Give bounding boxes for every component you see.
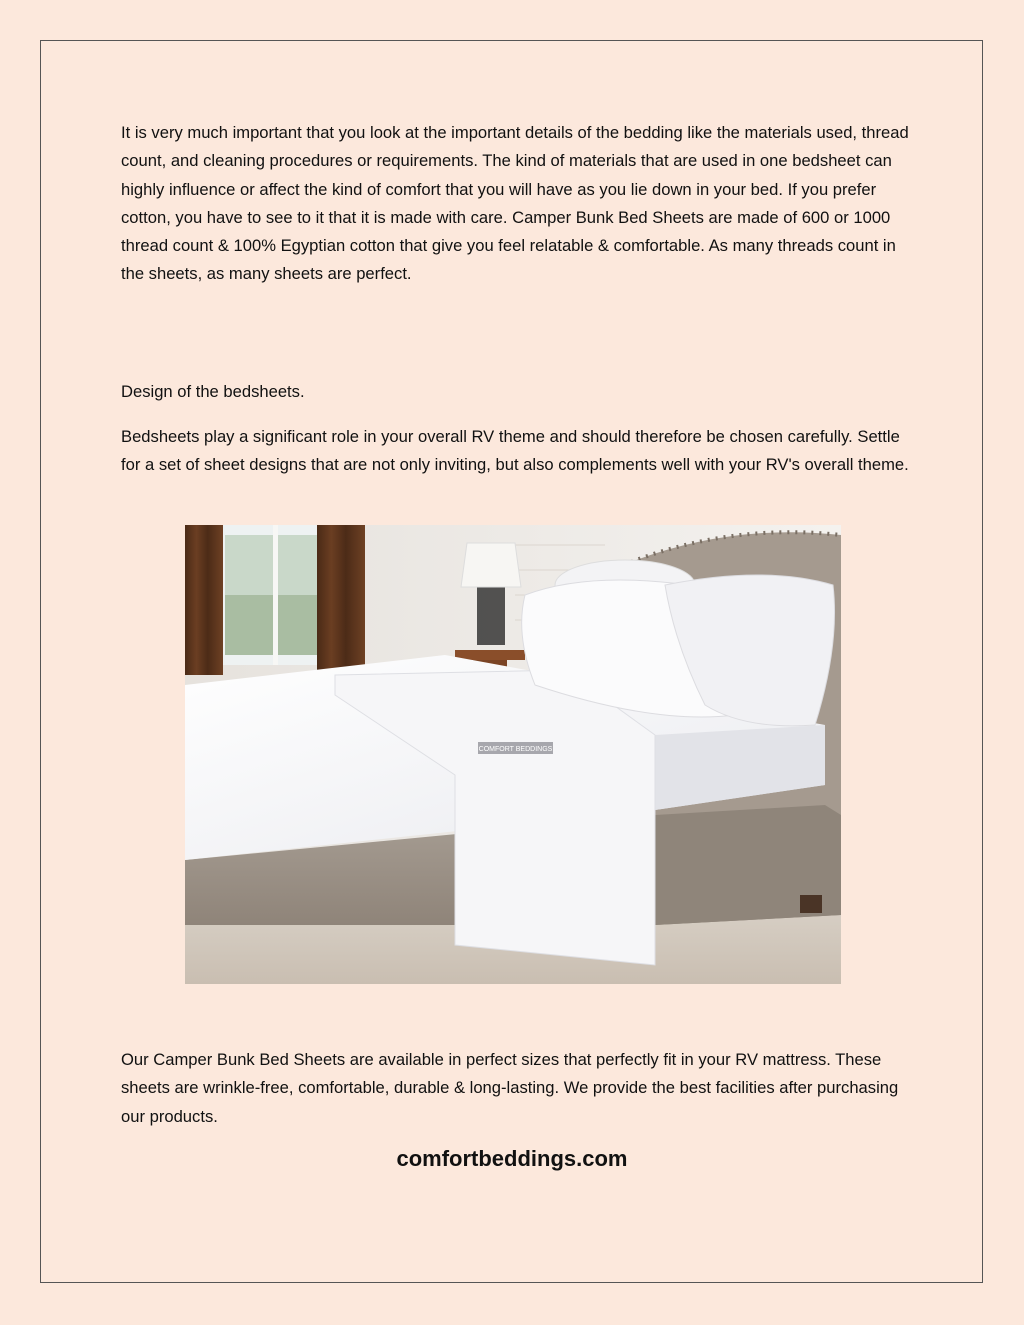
design-heading: Design of the bedsheets.	[121, 382, 305, 401]
intro-paragraph: It is very much important that you look at the important details of the bedding like the materials used, thread count, and cleaning procedures or requirements. The kind of materials that are used in one bedsheet can highly influence or affect the kind of comfort that you will have as you lie down in your bed. If you prefer cotton, you have to see to it that it is made with care. Camper Bunk Bed Sheets are made of 600 or 1000 thread count & 100% Egyptian cotton that give you feel relatable & comfortable. As many threads count in the sheets, as many sheets are perfect.	[121, 123, 909, 284]
design-paragraph: Bedsheets play a significant role in your overall RV theme and should therefore be chosen carefully. Settle for a set of sheet designs that are not only inviting, but also complements well with your RV's overall theme.	[121, 427, 909, 475]
website-link[interactable]: comfortbeddings.com	[396, 1146, 628, 1171]
closing-paragraph: Our Camper Bunk Bed Sheets are available in perfect sizes that perfectly fit in your RV mattress. These sheets are wrinkle-free, comfortable, durable & long-lasting. We provide the best facilities after purchasing our products.	[121, 1050, 899, 1126]
photo-brand-label: COMFORT BEDDINGS	[478, 746, 553, 753]
bedroom-photo	[185, 525, 841, 984]
